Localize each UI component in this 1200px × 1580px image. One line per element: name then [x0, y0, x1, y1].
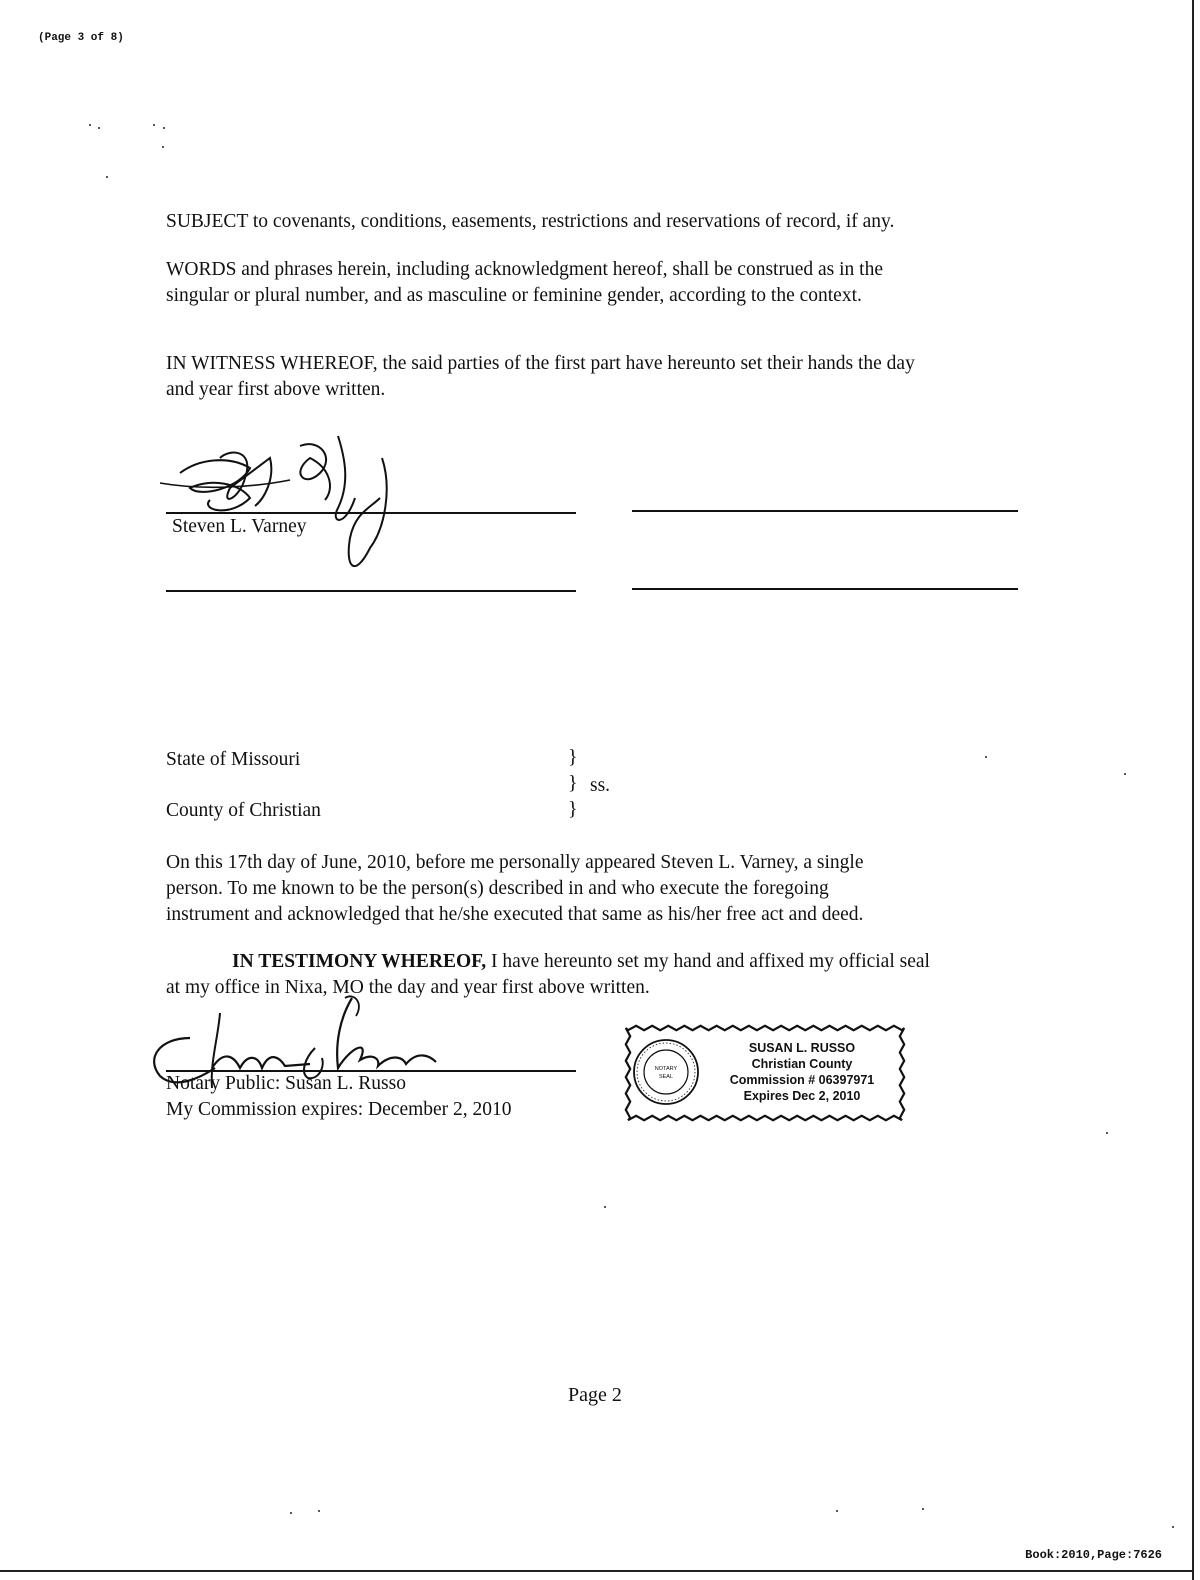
scan-speck — [153, 124, 155, 126]
scan-speck — [162, 146, 164, 148]
subject-clause: SUBJECT to covenants, conditions, easements, restrictions and reservations of record, if any. — [166, 211, 895, 232]
seal-inner-text: NOTARY — [654, 1066, 678, 1072]
notary-commission-label: My Commission expires: December 2, 2010 — [166, 1099, 512, 1120]
scan-speck — [1124, 773, 1126, 775]
acknowledgment-line2: person. To me known to be the person(s) described in and who execute the foregoing — [166, 878, 829, 899]
notary-public-label: Notary Public: Susan L. Russo — [166, 1073, 406, 1094]
scan-speck — [89, 124, 91, 126]
witness-clause-line1: IN WITNESS WHEREOF, the said parties of the first part have hereunto set their hands the day — [166, 353, 915, 374]
page-right-border — [1192, 0, 1194, 1580]
stamp-name: SUSAN L. RUSSO — [748, 1041, 856, 1055]
stamp-county: Christian County — [751, 1057, 853, 1071]
scan-speck — [106, 176, 108, 178]
page-number: Page 2 — [568, 1384, 622, 1406]
scan-speck — [922, 1508, 924, 1510]
testimony-heading: IN TESTIMONY WHEREOF, — [232, 951, 487, 972]
scan-speck — [1172, 1526, 1174, 1528]
scan-speck — [1106, 1132, 1108, 1134]
scan-speck — [290, 1512, 292, 1514]
words-clause-line1: WORDS and phrases herein, including acknowledgment hereof, shall be construed as in the — [166, 259, 883, 280]
acknowledgment-line3: instrument and acknowledged that he/she executed that same as his/her free act and deed. — [166, 904, 864, 925]
page-bottom-border — [0, 1570, 1194, 1572]
scan-speck — [98, 127, 100, 129]
scan-speck — [604, 1206, 606, 1208]
grantor-handwritten-signature — [160, 428, 400, 578]
witness-clause-line2: and year first above written. — [166, 379, 386, 400]
scan-speck — [318, 1510, 320, 1512]
notary-stamp-text — [712, 1040, 892, 1104]
testimony-text: I have hereunto set my hand and affixed my official seal — [486, 951, 930, 972]
scan-speck — [163, 127, 165, 129]
book-page-reference: Book:2010,Page:7626 — [1025, 1548, 1162, 1562]
fourth-signature-line — [632, 588, 1018, 590]
grantor-name: Steven L. Varney — [172, 516, 307, 537]
venue-brace: } — [568, 798, 578, 820]
venue-ss: ss. — [590, 775, 611, 796]
stamp-commission: Commission # 06397971 — [729, 1073, 875, 1087]
page-counter: (Page 3 of 8) — [38, 32, 124, 44]
scan-speck — [985, 756, 987, 758]
testimony-line2: at my office in Nixa, MO the day and year first above written. — [166, 977, 650, 998]
scan-speck — [836, 1510, 838, 1512]
testimony-line1 — [232, 949, 1032, 975]
third-signature-line — [166, 590, 576, 592]
acknowledgment-line1: On this 17th day of June, 2010, before me personally appeared Steven L. Varney, a single — [166, 852, 864, 873]
svg-text:SEAL: SEAL — [658, 1074, 674, 1080]
words-clause-line2: singular or plural number, and as masculine or feminine gender, according to the context. — [166, 285, 862, 306]
second-signature-line — [632, 510, 1018, 512]
venue-county: County of Christian — [166, 800, 321, 821]
venue-state: State of Missouri — [166, 749, 301, 770]
venue-brace: } — [568, 746, 578, 768]
venue-brace: } — [568, 772, 578, 794]
stamp-expires: Expires Dec 2, 2010 — [743, 1089, 861, 1103]
